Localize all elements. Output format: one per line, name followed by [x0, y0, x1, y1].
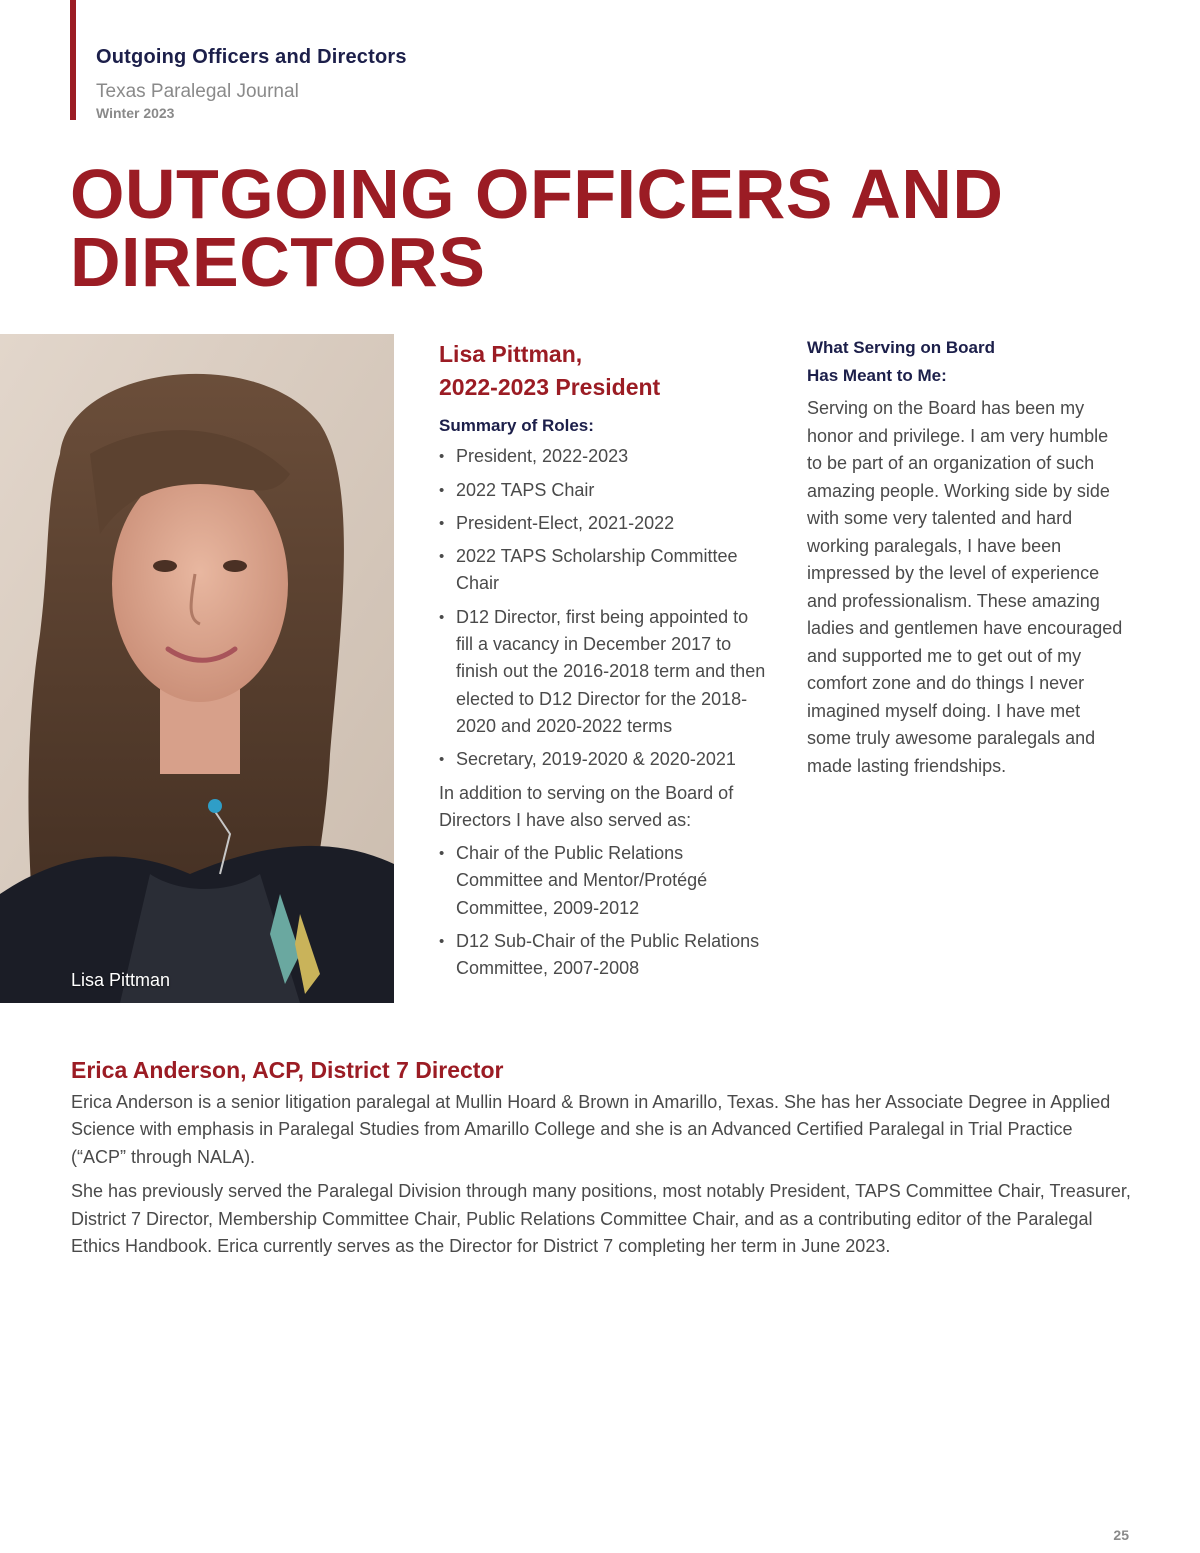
issue-date: Winter 2023: [96, 105, 175, 121]
roles-heading: Summary of Roles:: [439, 416, 594, 435]
list-item: • D12 Director, first being appointed to fill a vacancy in December 2017 to finish out the 2016-2018 term and then elected to D12 Director for the 2018-2020 and 2020-2022 terms: [439, 604, 769, 740]
board-meaning-column: [807, 334, 1127, 780]
list-item: • President, 2022-2023: [439, 443, 769, 470]
board-text: Serving on the Board has been my honor and privilege. I am very humble to be part of an organization of such amazing people. Working side by side with some very talented and hard working paralegals, I have been impressed by the level of experience and professionalism. These amazing ladies and gentlemen have encouraged and supported me to get out of my comfort zone and do things I never imagined myself doing. I have met some truly awesome paralegals and made lasting friendships.: [807, 398, 1123, 776]
journal-name: Texas Paralegal Journal: [96, 81, 299, 102]
page-title: OUTGOING OFFICERS AND DIRECTORS: [70, 155, 1004, 301]
anderson-name: Erica Anderson, ACP, District 7 Director: [71, 1057, 504, 1083]
list-item: • President-Elect, 2021-2022: [439, 510, 769, 537]
anderson-paragraph-2: She has previously served the Paralegal Division through many positions, most notably President, TAPS Committee Chair, Treasurer, District 7 Director, Membership Committee Chair, Public Relations Committee Chair, and as a contributing editor of the Paralegal Ethics Handbook. Erica currently serves as the Director for District 7 completing her term in June 2023.: [71, 1181, 1131, 1257]
list-item: • Chair of the Public Relations Committee and Mentor/Protégé Committee, 2009-2012: [439, 840, 769, 922]
board-heading-line2: Has Meant to Me:: [807, 366, 947, 385]
list-item: • D12 Sub-Chair of the Public Relations Committee, 2007-2008: [439, 928, 769, 983]
list-item: • Secretary, 2019-2020 & 2020-2021: [439, 746, 769, 773]
board-heading: [807, 334, 1127, 390]
page-number: 25: [1113, 1527, 1129, 1543]
pittman-name-line1: Lisa Pittman,: [439, 341, 583, 367]
roles-list: [439, 443, 769, 773]
board-heading-line1: What Serving on Board: [807, 338, 995, 357]
additional-roles-list: [439, 840, 769, 982]
anderson-section: [71, 1053, 1131, 1267]
photo-caption: Lisa Pittman: [71, 970, 171, 990]
header-accent-bar: [70, 0, 76, 120]
portrait-photo: [0, 334, 394, 1003]
pittman-roles-column: [439, 338, 769, 989]
list-item: • 2022 TAPS Chair: [439, 477, 769, 504]
pittman-name: [439, 338, 769, 404]
additional-intro: In addition to serving on the Board of Directors I have also served as:: [439, 782, 734, 830]
anderson-paragraph-1: Erica Anderson is a senior litigation paralegal at Mullin Hoard & Brown in Amarillo, Texas. She has her Associate Degree in Applied Science with emphasis in Paralegal Studies from Amarillo College and she is an Advanced Certified Paralegal in Trial Practice (“ACP” through NALA).: [71, 1092, 1111, 1167]
pittman-name-line2: 2022-2023 President: [439, 374, 661, 400]
portrait-illustration: [0, 334, 394, 1003]
section-label: Outgoing Officers and Directors: [96, 46, 407, 68]
list-item: • 2022 TAPS Scholarship Committee Chair: [439, 543, 769, 598]
